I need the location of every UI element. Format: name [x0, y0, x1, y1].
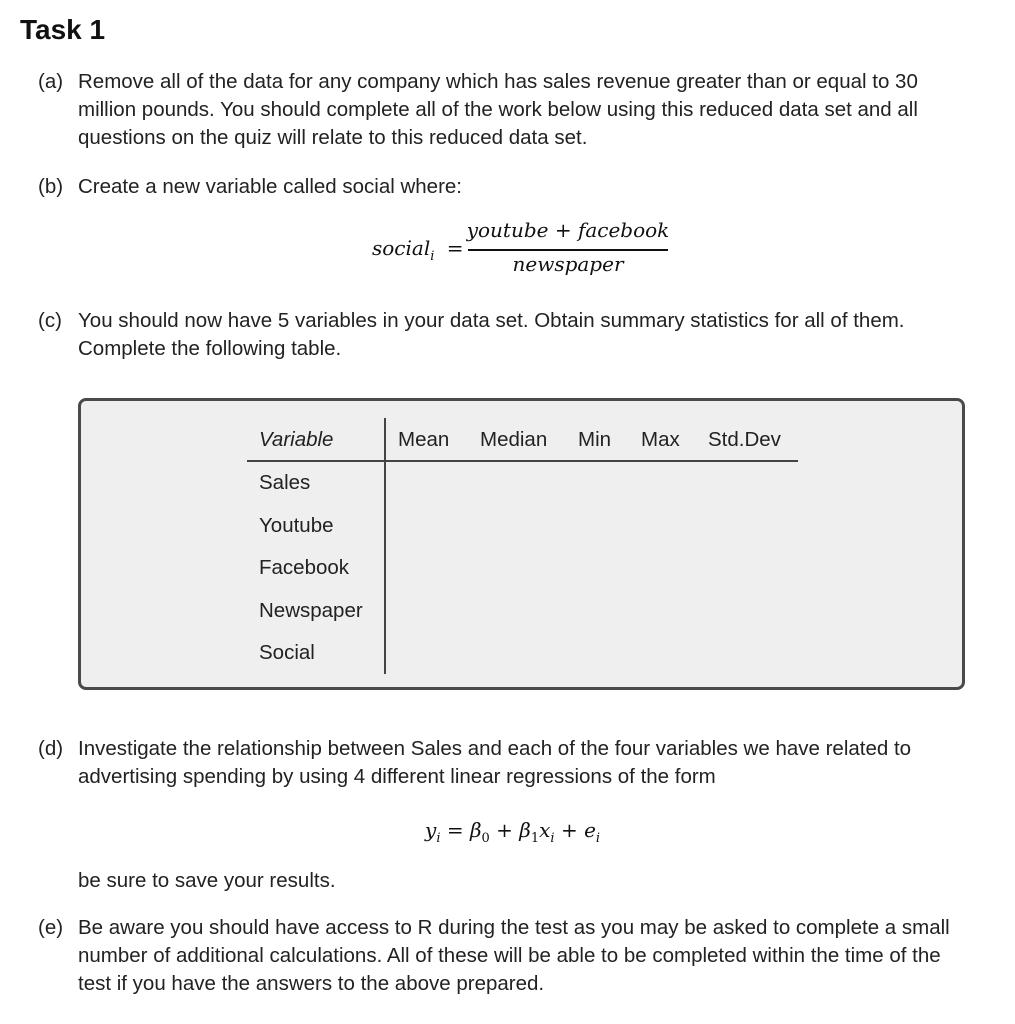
regression-equation — [425, 818, 600, 846]
eq-plus2: + — [554, 818, 585, 842]
fraction-bar — [468, 249, 668, 251]
table-row-youtube: Youtube — [259, 514, 334, 537]
item-a-label: (a) — [38, 70, 64, 93]
table-row-social: Social — [259, 641, 315, 664]
item-e-label: (e) — [38, 916, 64, 939]
item-a — [38, 68, 975, 152]
item-c-text: You should now have 5 variables in your data set. Obtain summary statistics for all of them. Complete the following table. — [78, 309, 905, 360]
item-b-text: Create a new variable called social where: — [78, 175, 463, 198]
table-header-max: Max — [641, 428, 680, 451]
social-equation-lhs — [372, 236, 464, 264]
eq-beta1: β — [519, 818, 531, 842]
table-horizontal-rule — [247, 460, 798, 462]
table-header-stddev: Std.Dev — [708, 428, 781, 451]
table-row-facebook: Facebook — [259, 556, 350, 579]
eq-plus1: + — [489, 818, 520, 842]
table-vertical-rule — [384, 418, 386, 674]
eq-equals: = — [440, 818, 470, 842]
equation-lhs-sub: i — [430, 249, 435, 264]
equation-denominator: newspaper — [512, 252, 624, 276]
item-d-followup: be sure to save your results. — [78, 869, 336, 892]
eq-beta1-sub: 1 — [530, 831, 540, 846]
eq-beta0-sub: 0 — [481, 831, 490, 846]
equation-equals: = — [446, 236, 464, 260]
eq-e: e — [584, 818, 596, 842]
table-header-min: Min — [578, 428, 612, 451]
eq-beta0: β — [469, 818, 482, 842]
item-c — [38, 307, 975, 363]
table-row-newspaper: Newspaper — [259, 599, 363, 622]
eq-x: x — [539, 818, 551, 842]
eq-y: y — [425, 818, 437, 842]
eq-e-sub: i — [595, 831, 601, 846]
equation-numerator: youtube + facebook — [466, 218, 670, 242]
item-b — [38, 173, 975, 201]
item-c-label: (c) — [38, 309, 62, 332]
item-a-text: Remove all of the data for any company which has sales revenue greater than or equal to 30 million pounds. You should complete all of the work below using this reduced data set and all questions on the quiz will relate to this reduced data set. — [78, 70, 918, 149]
equation-lhs-var: social — [372, 236, 431, 260]
task-title: Task 1 — [20, 14, 106, 45]
item-e — [38, 914, 975, 998]
table-header-variable: Variable — [259, 428, 334, 451]
item-d — [38, 735, 975, 791]
eq-y-sub: i — [436, 831, 441, 846]
item-b-label: (b) — [38, 175, 64, 198]
item-d-label: (d) — [38, 737, 64, 760]
table-header-mean: Mean — [398, 428, 450, 451]
item-e-text: Be aware you should have access to R during the test as you may be asked to complete a small number of additional calculations. All of these will be able to be completed within the time of the test if you have the answers to the above prepared. — [78, 916, 950, 995]
table-header-median: Median — [480, 428, 548, 451]
table-row-sales: Sales — [259, 471, 311, 494]
item-d-text: Investigate the relationship between Sales and each of the four variables we have related to advertising spending by using 4 different linear regressions of the form — [78, 737, 912, 788]
eq-x-sub: i — [550, 831, 555, 846]
